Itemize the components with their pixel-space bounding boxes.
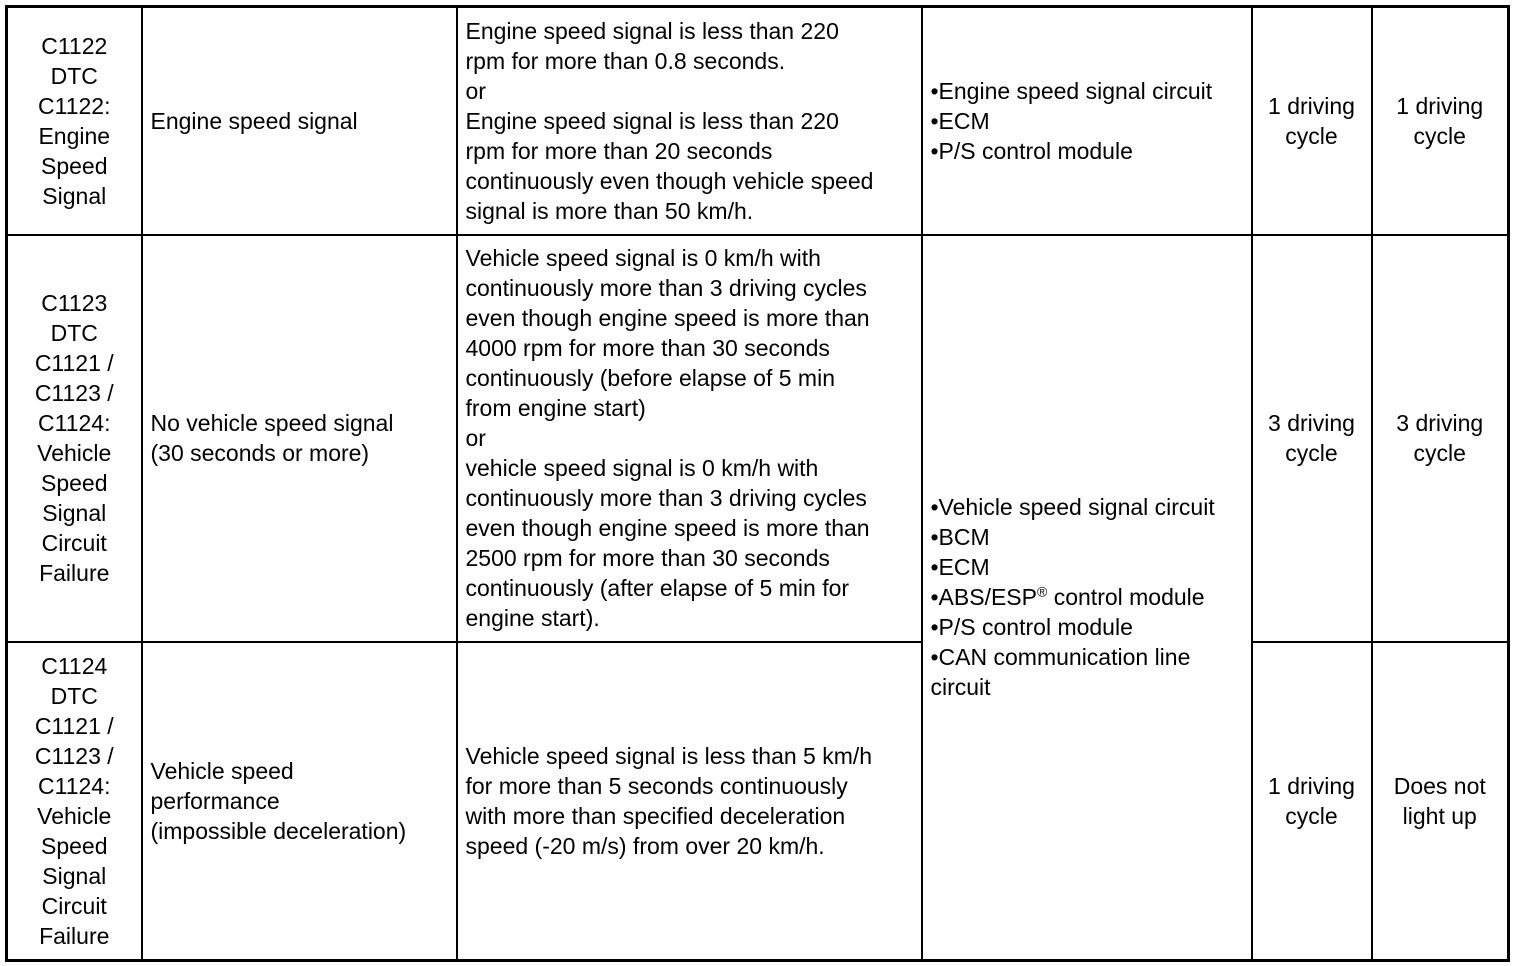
detecting-item-cell	[142, 235, 457, 642]
warning-line: 1 driving	[1396, 92, 1484, 119]
code-line: Signal	[42, 862, 107, 889]
warning-cell	[1372, 7, 1509, 235]
code-line: C1123 /	[34, 380, 114, 406]
code-line: DTC	[50, 62, 98, 89]
code-line: Signal	[42, 500, 107, 526]
condition-line: 2500 rpm for more than 30 seconds	[465, 545, 830, 571]
condition-line: from engine start)	[465, 395, 646, 421]
table-row	[7, 642, 1509, 961]
condition-line: even though engine speed is more than	[465, 305, 870, 331]
area-item: •CAN communication line	[930, 644, 1191, 671]
condition-line: continuously more than 3 driving cycles	[465, 275, 867, 301]
condition-line: engine start).	[465, 605, 600, 631]
trouble-area-cell	[922, 7, 1252, 235]
registered-mark: ®	[1037, 583, 1048, 600]
condition-line: continuously even though vehicle speed	[465, 167, 874, 194]
area-abs-rest: control module	[1047, 584, 1205, 611]
code-line: DTC	[50, 320, 98, 346]
cycle-cell	[1252, 7, 1372, 235]
cycle-line: cycle	[1285, 440, 1338, 466]
condition-line: Vehicle speed signal is 0 km/h with	[465, 245, 821, 271]
warning-cell	[1372, 642, 1509, 961]
dtc-code-cell	[7, 7, 142, 235]
cycle-line: cycle	[1285, 802, 1338, 829]
warning-line: cycle	[1413, 122, 1466, 149]
condition-line: or	[465, 425, 486, 451]
code-line: Vehicle	[37, 802, 112, 829]
area-item: •ECM	[930, 554, 990, 581]
detecting-item-cell	[142, 642, 457, 961]
cycle-line: 1 driving	[1268, 92, 1355, 119]
cycle-cell	[1252, 235, 1372, 642]
condition-line: with more than specified deceleration	[465, 802, 846, 829]
condition-line: rpm for more than 20 seconds	[465, 137, 773, 164]
item-line: Engine speed signal	[150, 107, 358, 134]
code-line: C1124:	[38, 772, 111, 799]
code-line: C1124:	[38, 410, 111, 436]
code-line: C1122	[41, 32, 108, 59]
condition-line: continuously (before elapse of 5 min	[465, 365, 835, 391]
condition-line: continuously (after elapse of 5 min for	[465, 575, 850, 601]
warning-line: Does not	[1393, 772, 1486, 799]
condition-cell	[457, 642, 922, 961]
warning-cell	[1372, 235, 1509, 642]
item-line: Vehicle speed	[150, 757, 294, 784]
area-item: •BCM	[930, 524, 990, 551]
condition-line: or	[465, 77, 486, 104]
code-line: C1121 /	[34, 350, 114, 376]
condition-line: for more than 5 seconds continuously	[465, 772, 848, 799]
condition-line: Engine speed signal is less than 220	[465, 17, 839, 44]
item-line: performance	[150, 787, 280, 814]
condition-line: speed (-20 m/s) from over 20 km/h.	[465, 832, 825, 859]
code-line: Circuit	[41, 530, 107, 556]
area-abs-text: •ABS/ESP	[930, 584, 1037, 611]
cycle-line: cycle	[1285, 122, 1338, 149]
code-line: Speed	[40, 152, 108, 179]
table-row	[7, 7, 1509, 235]
area-item: •Engine speed signal circuit	[930, 77, 1213, 104]
code-line: C1123	[41, 290, 108, 316]
code-line: Speed	[40, 470, 108, 496]
detecting-item-cell	[142, 7, 457, 235]
condition-line: Vehicle speed signal is less than 5 km/h	[465, 742, 873, 769]
code-line: C1123 /	[34, 742, 114, 769]
code-line: C1122:	[38, 92, 111, 119]
code-line: Speed	[40, 832, 108, 859]
condition-cell	[457, 7, 922, 235]
dtc-table	[5, 5, 1510, 962]
code-line: Circuit	[41, 892, 107, 919]
cycle-cell	[1252, 642, 1372, 961]
dtc-code-cell	[7, 235, 142, 642]
condition-line: signal is more than 50 km/h.	[465, 197, 754, 224]
dtc-code-cell	[7, 642, 142, 961]
warning-line: 3 driving	[1396, 410, 1484, 436]
code-line: C1124	[41, 652, 108, 679]
warning-line: light up	[1402, 802, 1477, 829]
area-item	[931, 582, 1243, 612]
condition-line: continuously more than 3 driving cycles	[465, 485, 867, 511]
cycle-line: 3 driving	[1268, 410, 1355, 436]
condition-line: rpm for more than 0.8 seconds.	[465, 47, 786, 74]
item-line: (impossible deceleration)	[150, 817, 407, 844]
code-line: Failure	[39, 560, 110, 586]
code-line: DTC	[50, 682, 98, 709]
code-line: Signal	[42, 182, 107, 209]
code-line: Engine	[38, 122, 111, 149]
condition-line: Engine speed signal is less than 220	[465, 107, 839, 134]
condition-line: vehicle speed signal is 0 km/h with	[465, 455, 819, 481]
code-line: Failure	[39, 922, 110, 949]
condition-cell	[457, 235, 922, 642]
code-line: C1121 /	[34, 712, 114, 739]
item-line: (30 seconds or more)	[150, 440, 370, 466]
area-item: •Vehicle speed signal circuit	[930, 494, 1215, 521]
code-line: Vehicle	[37, 440, 112, 466]
trouble-area-cell	[922, 235, 1252, 961]
area-item: •P/S control module	[930, 614, 1133, 641]
area-item: circuit	[930, 674, 991, 701]
item-line: No vehicle speed signal	[150, 410, 394, 436]
area-item: •P/S control module	[930, 137, 1133, 164]
table-row	[7, 235, 1509, 642]
warning-line: cycle	[1413, 440, 1466, 466]
condition-line: even though engine speed is more than	[465, 515, 870, 541]
condition-line: 4000 rpm for more than 30 seconds	[465, 335, 830, 361]
area-item: •ECM	[930, 107, 990, 134]
cycle-line: 1 driving	[1268, 772, 1355, 799]
